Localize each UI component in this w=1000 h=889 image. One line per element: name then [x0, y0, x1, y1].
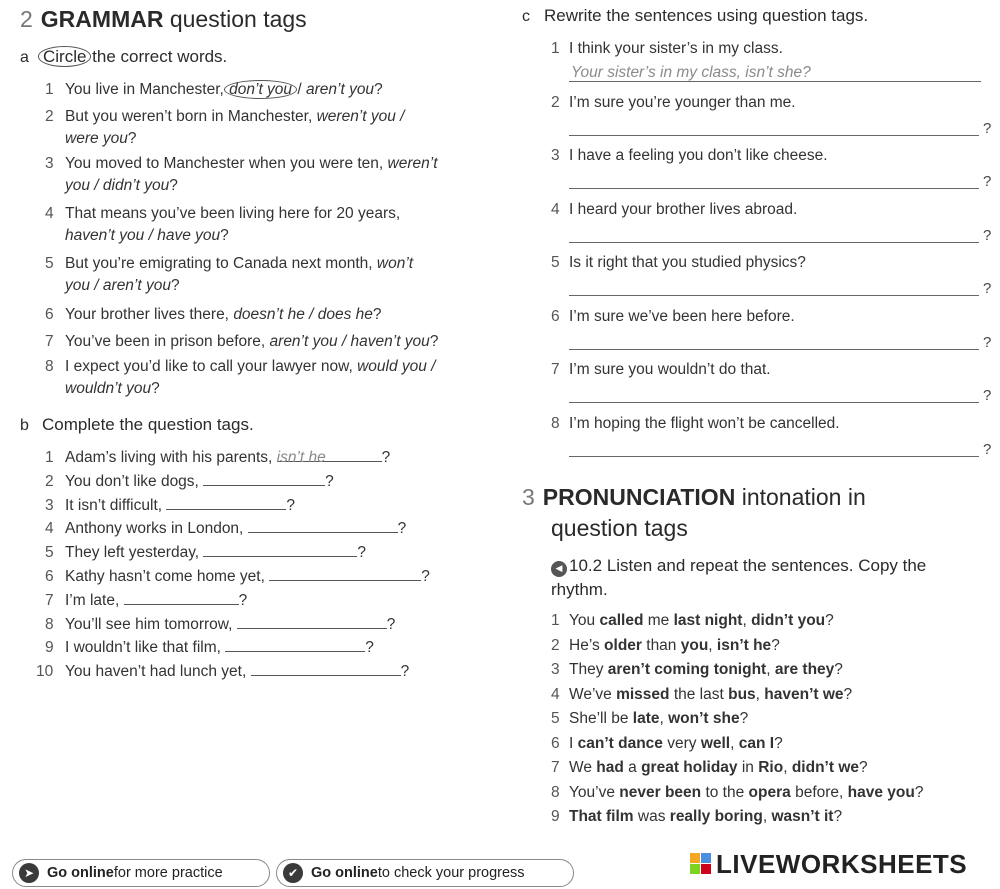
list-item — [45, 331, 438, 353]
item-line — [65, 175, 438, 197]
answer-line[interactable] — [569, 295, 979, 296]
stressed-word: haven’t we — [764, 685, 844, 703]
question-mark: ? — [983, 173, 992, 190]
stressed-word: have you — [847, 783, 915, 801]
item-number: 2 — [551, 93, 560, 111]
stressed-word: can I — [738, 734, 775, 752]
text-segment: I — [569, 734, 578, 752]
text-segment: ? — [774, 734, 783, 752]
list-item — [45, 542, 366, 564]
text-segment: I expect you’d like to call your lawyer now, — [65, 358, 358, 375]
text-segment: in — [737, 759, 759, 776]
list-item — [45, 590, 247, 612]
list-item — [45, 447, 390, 469]
instruction-text: Rewrite the sentences using question tags. — [544, 6, 869, 25]
item-number: 4 — [45, 205, 54, 222]
item-number: 6 — [551, 734, 560, 752]
text-segment: , — [730, 734, 739, 752]
list-item — [45, 471, 334, 493]
section-subtitle: question tags — [169, 6, 307, 32]
text-segment[interactable]: won’t — [376, 255, 414, 272]
audio-icon[interactable]: ◀ — [551, 561, 567, 577]
text-segment: ? — [739, 710, 749, 727]
text-segment: , — [783, 759, 792, 776]
list-item — [551, 306, 795, 328]
question-mark: ? — [365, 639, 374, 657]
item-text: They left yesterday, — [65, 544, 204, 562]
item-text — [65, 253, 413, 297]
item-number: 2 — [551, 636, 560, 654]
question-mark: ? — [983, 440, 992, 458]
go-online-progress-button[interactable] — [276, 859, 574, 887]
circled-word: Circle — [38, 46, 91, 67]
list-item — [551, 252, 806, 274]
handwritten-answer: isn’t he — [276, 449, 326, 466]
audio-ref: 10.2 — [569, 556, 603, 575]
question-mark: ? — [238, 591, 248, 609]
text-segment: But you weren’t born in Manchester, — [65, 108, 317, 125]
list-item — [551, 782, 923, 804]
item-text — [65, 106, 404, 150]
list-item — [551, 733, 783, 755]
text-segment: ? — [843, 685, 853, 703]
text-segment: was — [633, 808, 670, 825]
part-letter: a — [20, 49, 29, 66]
text-segment: ? — [914, 783, 924, 801]
stressed-word: won’t she — [668, 710, 740, 727]
question-mark: ? — [400, 663, 410, 681]
question-mark: ? — [357, 544, 367, 562]
section-subtitle: intonation in — [741, 484, 866, 510]
item-text: It isn’t difficult, — [65, 496, 167, 514]
text-segment: me — [643, 612, 674, 629]
item-number: 6 — [551, 307, 560, 325]
text-segment: ? — [825, 612, 834, 629]
item-text: I wouldn’t like that film, — [65, 639, 226, 657]
item-line — [65, 203, 400, 225]
text-segment: Your brother lives there, — [65, 306, 234, 323]
item-text: I think your sister’s in my class. — [569, 40, 783, 57]
question-mark: ? — [386, 615, 396, 633]
item-number: 5 — [45, 255, 54, 272]
item-number: 1 — [551, 40, 560, 57]
stressed-word: you — [680, 636, 709, 654]
pill-bold: Go online — [47, 865, 114, 881]
item-text — [65, 203, 400, 247]
list-item — [45, 253, 413, 297]
item-text: I have a feeling you don’t like cheese. — [569, 147, 828, 164]
stressed-word: That film — [569, 808, 634, 825]
item-number: 5 — [45, 544, 54, 562]
list-item — [551, 635, 780, 657]
text-segment: , — [755, 685, 765, 703]
pill-bold: Go online — [311, 865, 378, 881]
text-segment: You’ve — [569, 783, 620, 801]
text-segment: , — [762, 808, 772, 825]
text-segment: ? — [220, 227, 229, 244]
text-segment[interactable]: wouldn’t you — [65, 380, 152, 397]
item-text — [65, 304, 382, 326]
answer-blank[interactable] — [203, 471, 325, 486]
question-mark: ? — [983, 387, 992, 404]
question-mark: ? — [983, 333, 992, 351]
text-segment: You — [569, 612, 600, 629]
item-text: You haven’t had lunch yet, — [65, 663, 251, 681]
item-number: 4 — [551, 685, 560, 703]
stressed-word: Rio — [758, 759, 784, 776]
text-segment: , — [659, 710, 669, 727]
text-segment[interactable]: would you / — [357, 358, 436, 375]
text-segment: ? — [834, 661, 843, 678]
instruction-text: Listen and repeat the sentences. Copy the — [602, 556, 927, 575]
item-number: 3 — [551, 661, 560, 678]
item-number: 9 — [45, 639, 54, 657]
answer-blank[interactable] — [251, 661, 401, 676]
section-3-instruction-line2: rhythm. — [551, 580, 608, 599]
text-segment: / — [293, 81, 306, 98]
instruction-text: the correct words. — [87, 47, 228, 66]
stressed-word: great holiday — [641, 759, 738, 776]
list-item — [45, 637, 374, 659]
circled-answer[interactable]: don’t you — [224, 80, 297, 99]
list-item — [551, 199, 797, 221]
text-segment[interactable]: doesn’t he / does he — [233, 306, 373, 323]
question-mark: ? — [983, 280, 992, 297]
list-item — [45, 304, 382, 326]
item-number: 7 — [45, 333, 54, 350]
stressed-word: can’t dance — [577, 734, 663, 752]
item-line — [65, 153, 438, 175]
item-line — [65, 275, 413, 297]
item-number: 9 — [551, 808, 560, 825]
text-segment[interactable]: weren’t you / — [316, 108, 405, 125]
question-mark: ? — [325, 472, 334, 490]
section-3-heading — [522, 484, 866, 511]
answer-line[interactable] — [569, 402, 979, 403]
list-item — [551, 708, 748, 730]
answer-blank[interactable] — [248, 518, 398, 533]
item-text: Adam’s living with his parents, — [65, 449, 277, 466]
stressed-word: really boring — [669, 808, 763, 825]
item-number: 8 — [45, 358, 54, 375]
section-title: PRONUNCIATION — [542, 484, 736, 510]
stressed-word: older — [604, 636, 642, 654]
arrow-icon: ➤ — [19, 863, 39, 883]
text-segment[interactable]: you / aren’t you — [65, 277, 171, 294]
item-number: 7 — [45, 591, 54, 609]
item-text: I’m sure we’ve been here before. — [569, 307, 795, 325]
list-item — [551, 92, 796, 114]
list-item — [551, 659, 843, 681]
item-number: 7 — [551, 361, 560, 378]
stressed-word: late — [632, 710, 660, 727]
list-item — [45, 106, 404, 150]
section-number: 3 — [522, 484, 535, 510]
item-number: 1 — [45, 81, 54, 98]
item-number: 8 — [45, 615, 54, 633]
section-3-subtitle-line2: question tags — [551, 515, 688, 541]
text-segment: We — [569, 759, 597, 776]
list-item — [45, 356, 435, 400]
text-segment[interactable]: were you — [65, 130, 128, 147]
brand-name: LIVEWORKSHEETS — [716, 849, 968, 879]
text-segment: ? — [372, 306, 382, 323]
list-item — [551, 806, 842, 828]
list-item — [45, 614, 395, 636]
text-segment: You moved to Manchester when you were ten, — [65, 155, 388, 172]
item-number: 5 — [551, 710, 560, 727]
answer-blank[interactable] — [166, 495, 286, 510]
item-number: 6 — [45, 306, 54, 323]
text-segment: , — [766, 661, 775, 678]
item-text: Kathy hasn’t come home yet, — [65, 568, 270, 585]
text-segment: ? — [859, 759, 868, 776]
list-item — [36, 661, 409, 683]
text-segment: , — [708, 636, 717, 654]
item-number: 6 — [45, 568, 54, 585]
text-segment: ? — [771, 636, 780, 654]
text-segment: a — [623, 759, 642, 776]
stressed-word: never been — [619, 783, 702, 801]
list-item — [45, 79, 383, 101]
text-segment: You’ve been in prison before, — [65, 333, 270, 350]
text-segment: very — [662, 734, 701, 752]
text-segment: ? — [833, 808, 843, 825]
stressed-word: opera — [748, 783, 791, 801]
item-line — [65, 253, 413, 275]
item-line — [65, 106, 404, 128]
question-mark: ? — [381, 449, 391, 466]
part-c-instruction — [522, 6, 868, 26]
list-item — [551, 684, 852, 706]
text-segment: We’ve — [569, 685, 617, 703]
text-segment: They — [569, 661, 608, 678]
text-segment: He’s — [569, 636, 605, 654]
section-number: 2 — [20, 6, 33, 32]
text-segment: the last — [669, 685, 729, 703]
text-segment: ? — [151, 380, 160, 397]
stressed-word: called — [599, 612, 644, 629]
item-number: 3 — [45, 155, 54, 172]
text-segment: But you’re emigrating to Canada next month, — [65, 255, 377, 272]
list-item — [551, 757, 868, 779]
text-segment: ? — [429, 333, 439, 350]
stressed-word: bus — [728, 685, 756, 703]
text-segment[interactable]: aren’t you / haven’t you — [269, 333, 430, 350]
answer-blank[interactable] — [225, 637, 365, 652]
item-line — [65, 304, 382, 326]
list-item — [551, 38, 783, 60]
part-a-instruction — [20, 47, 227, 67]
list-item — [45, 153, 438, 197]
item-text: I heard your brother lives abroad. — [569, 200, 798, 218]
instruction-text: Complete the question tags. — [42, 415, 254, 434]
list-item — [45, 518, 406, 540]
answer-blank[interactable] — [124, 590, 239, 605]
answer-line[interactable] — [569, 349, 979, 350]
answer-line[interactable] — [569, 456, 979, 457]
part-b-instruction — [20, 415, 254, 435]
part-letter: c — [522, 8, 530, 25]
item-number: 3 — [45, 496, 54, 514]
item-line — [65, 331, 438, 353]
item-text — [65, 153, 438, 197]
stressed-word: are they — [774, 661, 835, 678]
text-segment: ? — [169, 177, 178, 194]
item-number: 4 — [45, 520, 54, 538]
text-segment: to the — [701, 783, 749, 801]
item-number: 1 — [45, 449, 54, 466]
item-text — [65, 356, 435, 400]
answer-blank[interactable] — [203, 542, 357, 557]
text-segment: than — [641, 636, 681, 654]
list-item — [551, 145, 828, 167]
part-letter: b — [20, 417, 29, 434]
list-item — [551, 610, 834, 632]
item-line — [65, 225, 400, 247]
section-3-instruction — [551, 556, 926, 577]
text-segment[interactable]: aren’t you — [305, 81, 375, 98]
item-number: 1 — [551, 612, 560, 629]
answer-blank[interactable] — [276, 447, 382, 466]
text-segment: She’ll be — [569, 710, 633, 727]
item-text: Is it right that you studied physics? — [569, 254, 806, 271]
item-line — [65, 128, 404, 150]
stressed-word: didn’t you — [751, 612, 826, 629]
item-line — [65, 378, 435, 400]
text-segment[interactable]: weren’t — [387, 155, 438, 172]
handwritten-answer: Your sister’s in my class, isn’t she? — [571, 64, 811, 81]
stressed-word: wasn’t it — [771, 808, 834, 825]
liveworksheets-logo — [690, 849, 967, 880]
item-text: You don’t like dogs, — [65, 472, 204, 490]
text-segment: ? — [127, 130, 137, 147]
text-segment: , — [742, 612, 752, 629]
stressed-word: missed — [616, 685, 670, 703]
list-item — [45, 495, 295, 517]
question-mark: ? — [983, 226, 992, 244]
stressed-word: had — [596, 759, 624, 776]
item-number: 8 — [551, 783, 560, 801]
pill-text: for more practice — [113, 865, 223, 881]
text-segment[interactable]: haven’t you / have you — [65, 227, 221, 244]
item-number: 5 — [551, 254, 560, 271]
list-item — [45, 566, 430, 588]
answer-blank[interactable] — [237, 614, 387, 629]
item-number: 10 — [36, 663, 54, 681]
stressed-word: didn’t we — [791, 759, 859, 776]
stressed-word: well — [700, 734, 731, 752]
text-segment: ? — [170, 277, 180, 294]
list-item — [551, 359, 771, 381]
item-text: Anthony works in London, — [65, 520, 248, 538]
text-segment: That means you’ve been living here for 20 years, — [65, 205, 401, 222]
item-text — [65, 331, 438, 353]
question-mark: ? — [286, 496, 295, 514]
stressed-word: last night — [673, 612, 743, 629]
item-number: 2 — [45, 108, 54, 125]
stressed-word: aren’t coming tonight — [607, 661, 767, 678]
answer-line[interactable] — [569, 135, 979, 136]
item-text: I’m sure you wouldn’t do that. — [569, 361, 771, 378]
check-icon: ✔ — [283, 863, 303, 883]
item-line — [65, 356, 435, 378]
text-segment: before, — [790, 783, 848, 801]
text-segment: ? — [374, 81, 383, 98]
answer-line[interactable] — [569, 188, 979, 189]
item-number: 2 — [45, 472, 54, 490]
question-mark: ? — [397, 520, 407, 538]
item-text — [65, 79, 383, 101]
text-segment: You live in Manchester, — [65, 81, 229, 98]
stressed-word: isn’t he — [716, 636, 772, 654]
item-text: I’m hoping the flight won’t be cancelled. — [569, 414, 840, 432]
answer-line[interactable] — [569, 242, 979, 243]
question-mark: ? — [983, 119, 992, 137]
item-line — [65, 79, 383, 101]
question-mark: ? — [421, 568, 430, 585]
pill-text: to check your progress — [377, 865, 525, 881]
item-number: 8 — [551, 414, 560, 432]
item-text: You’ll see him tomorrow, — [65, 615, 237, 633]
logo-icon — [690, 853, 712, 875]
list-item — [551, 413, 840, 435]
section-title: GRAMMAR — [40, 6, 164, 32]
item-text: I’m sure you’re younger than me. — [569, 93, 796, 111]
section-2-heading — [20, 6, 307, 33]
item-text: I’m late, — [65, 591, 124, 609]
item-number: 4 — [551, 200, 560, 218]
item-number: 7 — [551, 759, 560, 776]
item-number: 3 — [551, 147, 560, 164]
go-online-practice-button[interactable] — [12, 859, 270, 887]
answer-blank[interactable] — [269, 566, 421, 581]
text-segment[interactable]: you / didn’t you — [65, 177, 170, 194]
list-item — [45, 203, 400, 247]
